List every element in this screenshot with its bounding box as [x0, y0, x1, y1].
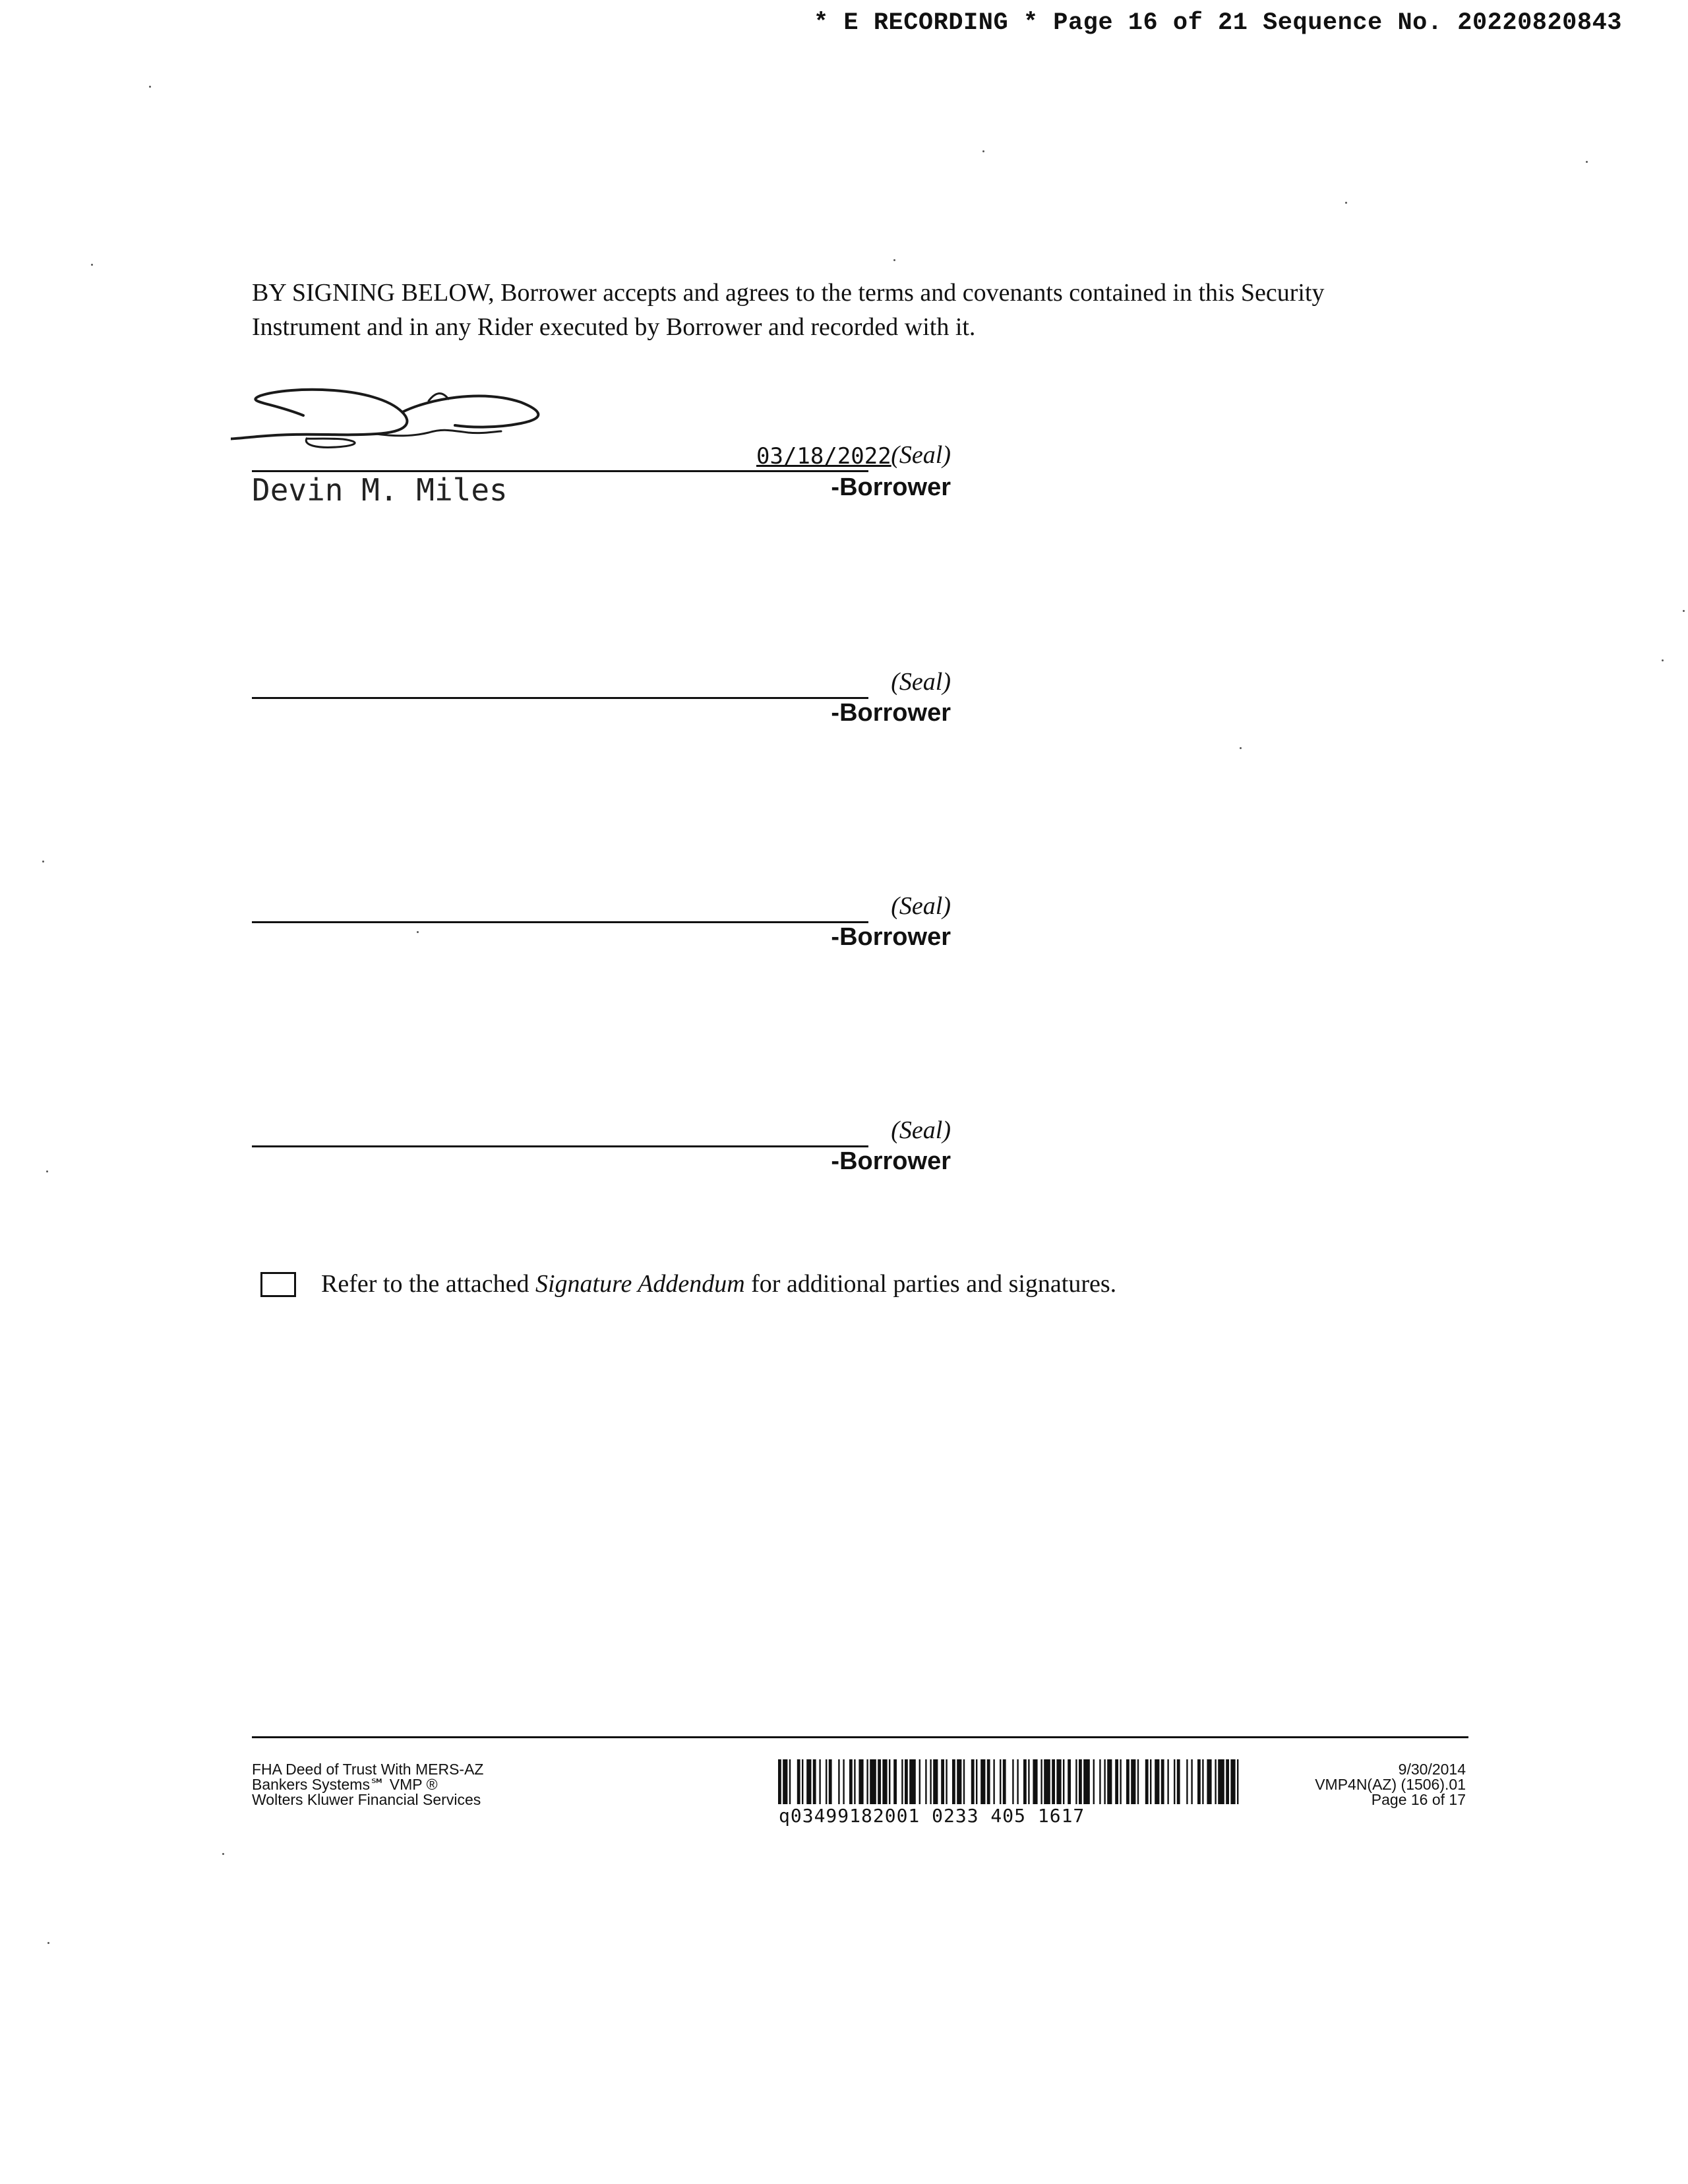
footer-divider	[252, 1736, 1468, 1738]
barcode-bar	[813, 1759, 816, 1804]
barcode-bar	[1012, 1759, 1013, 1804]
signature-block-3	[252, 892, 951, 977]
barcode-bar	[797, 1759, 800, 1804]
signature-line	[252, 1145, 868, 1147]
barcode-bar	[882, 1759, 887, 1804]
seal-label: (Seal)	[891, 668, 951, 696]
barcode-bar	[987, 1759, 990, 1804]
scan-speck	[1240, 747, 1242, 749]
barcode-bar	[1137, 1759, 1139, 1804]
barcode-bar	[930, 1759, 931, 1804]
signer-name: Devin M. Miles	[252, 472, 508, 508]
signature-line	[252, 697, 868, 699]
barcode-bar	[1056, 1759, 1061, 1804]
barcode-bar	[1083, 1759, 1090, 1804]
barcode-bar	[870, 1759, 876, 1804]
barcode-bar	[893, 1759, 897, 1804]
barcode-bar	[819, 1759, 820, 1804]
document-barcode	[778, 1759, 1240, 1807]
barcode-bar	[854, 1759, 855, 1804]
barcode-bar	[1126, 1759, 1130, 1804]
signing-statement-line-2: Instrument and in any Rider executed by Borrower and recorded with it.	[252, 313, 976, 341]
barcode-bar	[802, 1759, 803, 1804]
barcode-bar	[806, 1759, 811, 1804]
barcode-bar	[1197, 1759, 1201, 1804]
barcode-bar	[919, 1759, 920, 1804]
barcode-bar	[866, 1759, 868, 1804]
barcode-bar	[1063, 1759, 1064, 1804]
barcode-bar	[909, 1759, 916, 1804]
barcode-bar	[789, 1759, 791, 1804]
barcode-bar	[1177, 1759, 1180, 1804]
barcode-bar	[1023, 1759, 1027, 1804]
barcode-bar	[1044, 1759, 1050, 1804]
borrower-label: -Borrower	[831, 1147, 951, 1175]
barcode-bar	[826, 1759, 827, 1804]
barcode-bar	[1003, 1759, 1006, 1804]
footer-form-title: FHA Deed of Trust With MERS-AZ	[252, 1761, 484, 1778]
barcode-bar	[980, 1759, 985, 1804]
signature-date: 03/18/2022	[756, 443, 891, 470]
addendum-italic: Signature Addendum	[535, 1270, 745, 1298]
barcode-bar	[1131, 1759, 1135, 1804]
barcode-bar	[1115, 1759, 1118, 1804]
barcode-bar	[859, 1759, 863, 1804]
barcode-bar	[1120, 1759, 1121, 1804]
barcode-bar	[1107, 1759, 1112, 1804]
scan-speck	[91, 264, 93, 266]
barcode-bar	[963, 1759, 965, 1804]
footer-form-code: VMP4N(AZ) (1506).01	[1315, 1776, 1466, 1793]
seal-label: (Seal)	[891, 441, 951, 469]
addendum-checkbox[interactable]	[260, 1272, 296, 1297]
barcode-bar	[901, 1759, 903, 1804]
scan-speck	[982, 150, 984, 152]
barcode-bar	[952, 1759, 955, 1804]
barcode-bar	[1099, 1759, 1100, 1804]
scan-speck	[46, 1170, 48, 1172]
barcode-bar	[1033, 1759, 1037, 1804]
barcode-bar	[1215, 1759, 1216, 1804]
barcode-bar	[843, 1759, 844, 1804]
signature-block-1	[252, 440, 951, 526]
scan-speck	[893, 259, 895, 261]
barcode-bar	[849, 1759, 853, 1804]
borrower-label: -Borrower	[831, 473, 951, 501]
barcode-bar	[889, 1759, 890, 1804]
barcode-bar	[1191, 1759, 1192, 1804]
borrower-label: -Borrower	[831, 923, 951, 951]
signature-block-2	[252, 667, 951, 753]
barcode-bar	[957, 1759, 961, 1804]
signing-statement-line-1: BY SIGNING BELOW, Borrower accepts and agrees to the terms and covenants contained in this Security	[252, 279, 1325, 307]
barcode-bar	[1145, 1759, 1149, 1804]
barcode-bar	[878, 1759, 881, 1804]
signature-block-4	[252, 1116, 951, 1201]
barcode-bar	[1186, 1759, 1188, 1804]
barcode-bar	[1226, 1759, 1229, 1804]
barcode-bar	[933, 1759, 938, 1804]
scan-speck	[222, 1853, 224, 1855]
barcode-bar	[1218, 1759, 1224, 1804]
barcode-bar	[1207, 1759, 1211, 1804]
addendum-prefix: Refer to the attached	[321, 1270, 535, 1298]
barcode-bar	[905, 1759, 908, 1804]
signing-statement	[252, 276, 1452, 344]
barcode-bar	[971, 1759, 975, 1804]
barcode-bar	[1079, 1759, 1082, 1804]
barcode-bar	[1230, 1759, 1235, 1804]
footer-publisher: Bankers Systems℠ VMP ®	[252, 1776, 438, 1793]
barcode-bar	[783, 1759, 787, 1804]
footer-form-date: 9/30/2014	[1398, 1761, 1466, 1778]
scan-speck	[1662, 659, 1664, 661]
barcode-bar	[1000, 1759, 1001, 1804]
scan-speck	[47, 1942, 49, 1944]
barcode-bar	[1150, 1759, 1151, 1804]
scan-speck	[417, 931, 419, 933]
barcode-bar	[946, 1759, 947, 1804]
barcode-bar	[1052, 1759, 1055, 1804]
barcode-bar	[1161, 1759, 1164, 1804]
barcode-bar	[993, 1759, 994, 1804]
barcode-bar	[1017, 1759, 1018, 1804]
barcode-bar	[1104, 1759, 1105, 1804]
barcode-bar	[1155, 1759, 1159, 1804]
footer-form-info	[252, 1762, 483, 1807]
barcode-bar	[1202, 1759, 1203, 1804]
seal-label: (Seal)	[891, 892, 951, 920]
borrower-label: -Borrower	[831, 699, 951, 727]
addendum-text	[321, 1269, 1116, 1298]
seal-label: (Seal)	[891, 1116, 951, 1144]
scan-speck	[42, 861, 44, 863]
scan-speck	[1345, 202, 1347, 204]
barcode-bar	[1075, 1759, 1077, 1804]
barcode-bar	[1093, 1759, 1095, 1804]
footer-page-number: Page 16 of 17	[1371, 1791, 1466, 1808]
barcode-number: q03499182001 0233 405 1617	[779, 1805, 1085, 1827]
signature-line	[252, 921, 868, 923]
barcode-bar	[838, 1759, 839, 1804]
scan-speck	[1683, 610, 1685, 612]
barcode-bar	[778, 1759, 781, 1804]
footer-form-meta	[1315, 1762, 1466, 1807]
barcode-bar	[829, 1759, 832, 1804]
barcode-bar	[1040, 1759, 1042, 1804]
barcode-bar	[1167, 1759, 1168, 1804]
barcode-bar	[1174, 1759, 1175, 1804]
scan-speck	[149, 86, 151, 88]
scan-speck	[1586, 161, 1588, 163]
barcode-bar	[976, 1759, 977, 1804]
barcode-bar	[925, 1759, 926, 1804]
barcode-bar	[1028, 1759, 1029, 1804]
barcode-bar	[1068, 1759, 1071, 1804]
footer-company: Wolters Kluwer Financial Services	[252, 1791, 481, 1808]
barcode-bar	[1237, 1759, 1238, 1804]
addendum-suffix: for additional parties and signatures.	[744, 1270, 1117, 1298]
recording-header: * E RECORDING * Page 16 of 21 Sequence No. 20220820843	[814, 9, 1622, 37]
barcode-bar	[941, 1759, 944, 1804]
